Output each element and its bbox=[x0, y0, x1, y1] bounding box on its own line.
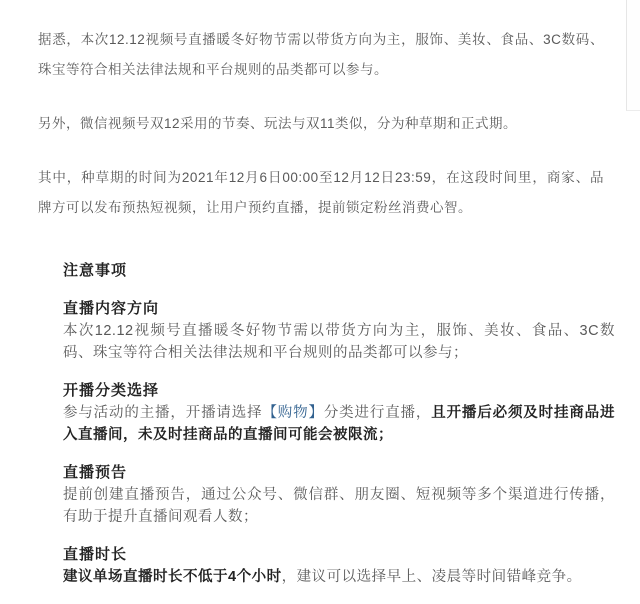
notice-section bbox=[63, 462, 615, 528]
notice-title: 注意事项 bbox=[63, 262, 128, 279]
notice-section bbox=[63, 298, 615, 364]
emphasis-segment: 且开播后必须及时挂商品进入直播间，未及时挂商品的直播间可能会被限流； bbox=[63, 405, 616, 443]
notice-sections bbox=[63, 298, 615, 588]
intro-paragraph: 另外，微信视频号双12采用的节奏、玩法与双11类似，分为种草期和正式期。 bbox=[38, 116, 518, 131]
notice-section bbox=[63, 544, 615, 588]
emphasis-segment: 建议单场直播时长不低于4个小时 bbox=[63, 569, 282, 585]
text-segment: ，建议可以选择早上、凌晨等时间错峰竞争。 bbox=[281, 569, 582, 585]
text-segment: 提前创建直播预告，通过公众号、微信群、朋友圈、短视频等多个渠道进行传播，有助于提升直播间观看人数； bbox=[63, 487, 615, 525]
section-heading: 直播内容方向 bbox=[63, 300, 160, 317]
shopping-category-highlight: 【购物】 bbox=[262, 405, 324, 421]
text-segment: 分类进行直播， bbox=[323, 405, 432, 421]
notice-section bbox=[63, 380, 615, 446]
intro-paragraphs bbox=[38, 25, 604, 247]
intro-paragraph: 据悉，本次12.12视频号直播暖冬好物节需以带货方向为主，服饰、美妆、食品、3C数码、珠宝等符合相关法律法规和平台规则的品类都可以参与。 bbox=[38, 32, 604, 77]
section-body bbox=[63, 402, 615, 446]
adjacent-panel-edge bbox=[626, 0, 640, 111]
intro-paragraph: 其中，种草期的时间为2021年12月6日00:00至12月12日23:59，在这段时间里，商家、品牌方可以发布预热短视频，让用户预约直播，提前锁定粉丝消费心智。 bbox=[38, 170, 604, 215]
section-body bbox=[63, 566, 615, 588]
text-segment: 参与活动的主播，开播请选择 bbox=[63, 405, 263, 421]
section-heading: 直播预告 bbox=[63, 464, 128, 481]
section-body bbox=[63, 484, 615, 528]
text-segment: 本次12.12视频号直播暖冬好物节需以带货方向为主，服饰、美妆、食品、3C数码、珠宝等符合相关法律法规和平台规则的品类都可以参与； bbox=[63, 323, 615, 361]
section-heading: 直播时长 bbox=[63, 546, 128, 563]
notice-block bbox=[63, 260, 615, 604]
section-body bbox=[63, 320, 615, 364]
section-heading: 开播分类选择 bbox=[63, 382, 160, 399]
